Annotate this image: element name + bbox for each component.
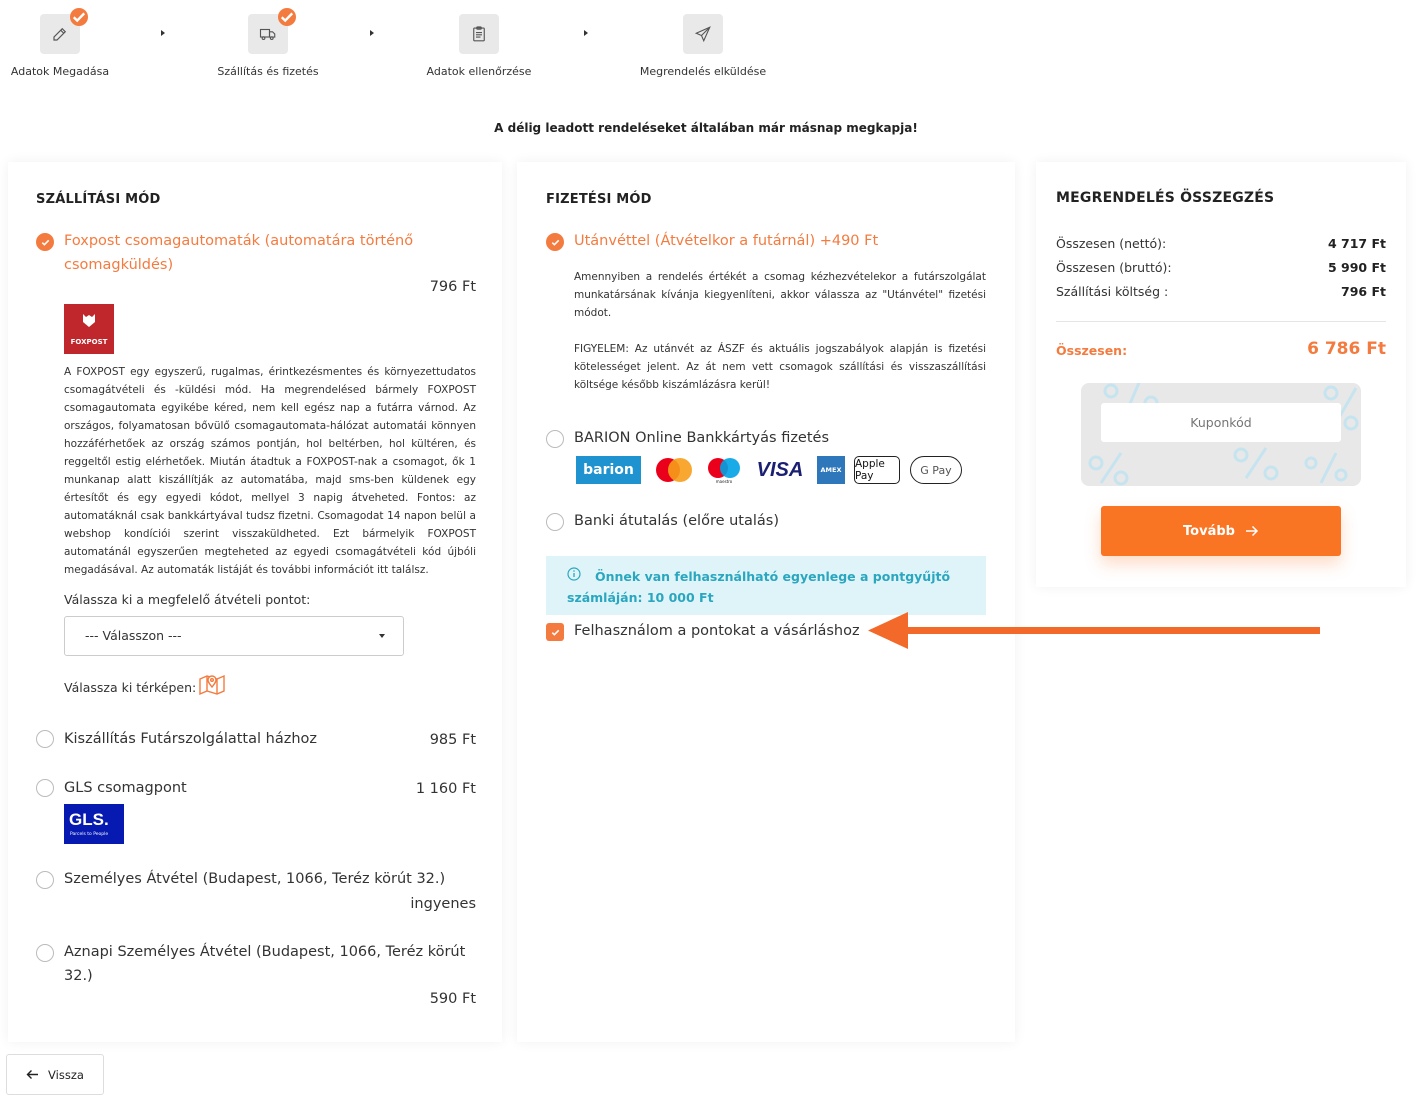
courier-label[interactable]: Kiszállítás Futárszolgálattal házhoz — [64, 731, 317, 747]
check-icon — [550, 627, 561, 638]
step-arrow-icon — [370, 30, 374, 36]
foxpost-radio[interactable] — [36, 233, 54, 251]
barion-radio[interactable] — [546, 430, 564, 448]
gls-logo — [64, 804, 124, 844]
visa-logo: VISA — [756, 458, 804, 481]
personal-pickup-price: ingyenes — [410, 896, 476, 912]
points-info-text: Önnek van felhasználható egyenlege a pontgyűjtő számláján: 10 000 Ft — [567, 569, 951, 605]
cod-radio[interactable] — [546, 233, 564, 251]
step-shipping-payment[interactable] — [198, 14, 338, 78]
delivery-notice: A délig leadott rendeléseket általában már másnap megkapja! — [494, 121, 918, 135]
courier-price: 985 Ft — [429, 732, 476, 748]
transfer-label[interactable]: Banki átutalás (előre utalás) — [574, 513, 780, 529]
summary-shipping-row — [1056, 284, 1386, 299]
courier-radio[interactable] — [36, 730, 54, 748]
summary-net-row — [1056, 236, 1386, 251]
step-done-check-icon — [278, 8, 296, 26]
next-button[interactable] — [1101, 506, 1341, 556]
foxpost-price: 796 Ft — [429, 279, 476, 295]
select-value: --- Válasszon --- — [85, 628, 182, 643]
payment-title: FIZETÉSI MÓD — [546, 192, 652, 207]
barion-logo: barion — [576, 456, 641, 484]
edit-icon — [40, 14, 80, 54]
chevron-down-icon — [379, 634, 385, 638]
back-button[interactable] — [6, 1054, 104, 1095]
foxpost-logo — [64, 304, 114, 354]
check-icon — [550, 237, 561, 248]
summary-net-label: Összesen (nettó): — [1056, 236, 1167, 251]
same-day-pickup-label[interactable]: Aznapi Személyes Átvétel (Budapest, 1066, Teréz körút 32.) — [64, 944, 466, 984]
barion-label[interactable]: BARION Online Bankkártyás fizetés — [574, 430, 830, 446]
back-button-label: Vissza — [48, 1067, 84, 1082]
mastercard-logo — [651, 456, 697, 484]
transfer-radio[interactable] — [546, 513, 564, 531]
summary-shipping-value: 796 Ft — [1341, 284, 1386, 299]
step-label: Adatok Megadása — [10, 65, 110, 78]
use-points-checkbox[interactable] — [546, 623, 564, 641]
coupon-input[interactable] — [1101, 403, 1341, 442]
summary-total-label: Összesen: — [1056, 343, 1128, 358]
maestro-logo — [704, 456, 744, 484]
map-select-label: Válassza ki térképen: — [64, 680, 197, 695]
payment-panel — [517, 162, 1015, 1042]
gls-radio[interactable] — [36, 779, 54, 797]
points-info-box — [546, 556, 986, 615]
arrow-right-icon — [1245, 525, 1259, 537]
google-pay-logo: G Pay — [910, 456, 962, 484]
step-done-check-icon — [70, 8, 88, 26]
step-arrow-icon — [584, 30, 588, 36]
next-button-label: Tovább — [1183, 523, 1235, 539]
step-label: Megrendelés elküldése — [639, 65, 767, 78]
summary-divider — [1056, 321, 1386, 322]
truck-icon — [248, 14, 288, 54]
foxpost-logo-text: FOXPOST — [70, 338, 108, 346]
svg-text:maestro: maestro — [715, 479, 733, 484]
cod-description: Amennyiben a rendelés értékét a csomag kézhezvételekor a futárszolgálat munkatársának kívánja kiegyenlíteni, akkor válassza az "Utánvétel" fizetési módot. — [574, 271, 986, 319]
shipping-panel — [8, 162, 502, 1042]
summary-gross-value: 5 990 Ft — [1327, 260, 1386, 275]
summary-total-value: 6 786 Ft — [1307, 339, 1386, 359]
clipboard-icon — [459, 14, 499, 54]
summary-gross-label: Összesen (bruttó): — [1056, 260, 1172, 275]
pickup-point-select[interactable] — [64, 616, 404, 656]
foxpost-description: A FOXPOST egy egyszerű, rugalmas, érintkezésmentes és környezettudatos csomagátvételi és -küldési mód. Ha megrendelésed bármely FOXPOST csomagautomata egyikébe kéred, nem kell egész nap a futárra várnod. Az országos, folyamatosan bővülő csomagautomata-hálózat automatái könnyen hozzáférhetőek az ország számos pontján, hol beltérben, hol kültéren, és reggeltől estig elérhetőek. Miután átadtuk a FOXPOST-nak a csomagot, ők 1 munkanap alatt kiszállítják az automatába, majd sms-ben küldenek egy értesítőt és egy egyedi kódot, mellyel 3 napig átveheted. Fontos: az automatáknál csak bankkártyával tudsz fizetni. Csomagodat 14 napon belül a webshop kondíciói szerint visszaküldheted. Ezt bármelyik FOXPOST automatánál egyszerűen megteheted az egyedi csomagátvételi kód újbóli megadásával. Az automaták listáját és további információt itt találsz. — [64, 366, 476, 576]
checkout-stepper — [0, 0, 1420, 90]
amex-logo: AMEX — [817, 456, 845, 484]
step-arrow-icon — [161, 30, 165, 36]
same-day-pickup-price: 590 Ft — [429, 991, 476, 1007]
arrow-left-icon — [26, 1069, 39, 1080]
paper-plane-icon — [683, 14, 723, 54]
step-label: Adatok ellenőrzése — [426, 65, 532, 78]
coupon-box — [1081, 383, 1361, 486]
map-pin-icon[interactable] — [198, 672, 226, 696]
step-label: Szállítás és fizetés — [217, 65, 319, 78]
use-points-label[interactable]: Felhasználom a pontokat a vásárláshoz — [574, 623, 860, 639]
gls-price: 1 160 Ft — [415, 781, 476, 797]
summary-title: MEGRENDELÉS ÖSSZEGZÉS — [1056, 190, 1275, 206]
gls-label[interactable]: GLS csomagpont — [64, 780, 187, 796]
gls-logo-text: GLS. — [69, 810, 109, 829]
personal-pickup-label[interactable]: Személyes Átvétel (Budapest, 1066, Teréz körút 32.) — [64, 871, 446, 887]
summary-net-value: 4 717 Ft — [1327, 236, 1386, 251]
summary-panel — [1036, 162, 1406, 587]
annotation-arrow-icon — [868, 610, 1323, 652]
step-review[interactable] — [409, 14, 549, 78]
apple-pay-logo: Apple Pay — [854, 456, 900, 484]
gls-logo-sub: Parcels to People — [70, 832, 109, 837]
summary-shipping-label: Szállítási költség : — [1056, 284, 1169, 299]
fox-icon — [64, 304, 114, 354]
step-data-entry[interactable] — [0, 14, 130, 78]
cod-warning: FIGYELEM: Az utánvét az ÁSZF és aktuális jogszabályok alapján is fizetési kötelességet jelent. Az át nem vett csomagok szállítási és visszaszállítási költsége később kiszámlázásra kerül! — [574, 343, 986, 391]
pickup-point-label: Válassza ki a megfelelő átvételi pontot: — [64, 592, 311, 607]
same-day-pickup-radio[interactable] — [36, 944, 54, 962]
personal-pickup-radio[interactable] — [36, 871, 54, 889]
summary-gross-row — [1056, 260, 1386, 275]
cod-label[interactable]: Utánvéttel (Átvételkor a futárnál) +490 Ft — [574, 233, 879, 249]
check-icon — [40, 237, 51, 248]
shipping-title: SZÁLLÍTÁSI MÓD — [36, 192, 161, 207]
step-submit[interactable] — [633, 14, 773, 78]
foxpost-label[interactable]: Foxpost csomagautomaták (automatára történő csomagküldés) — [64, 233, 414, 273]
